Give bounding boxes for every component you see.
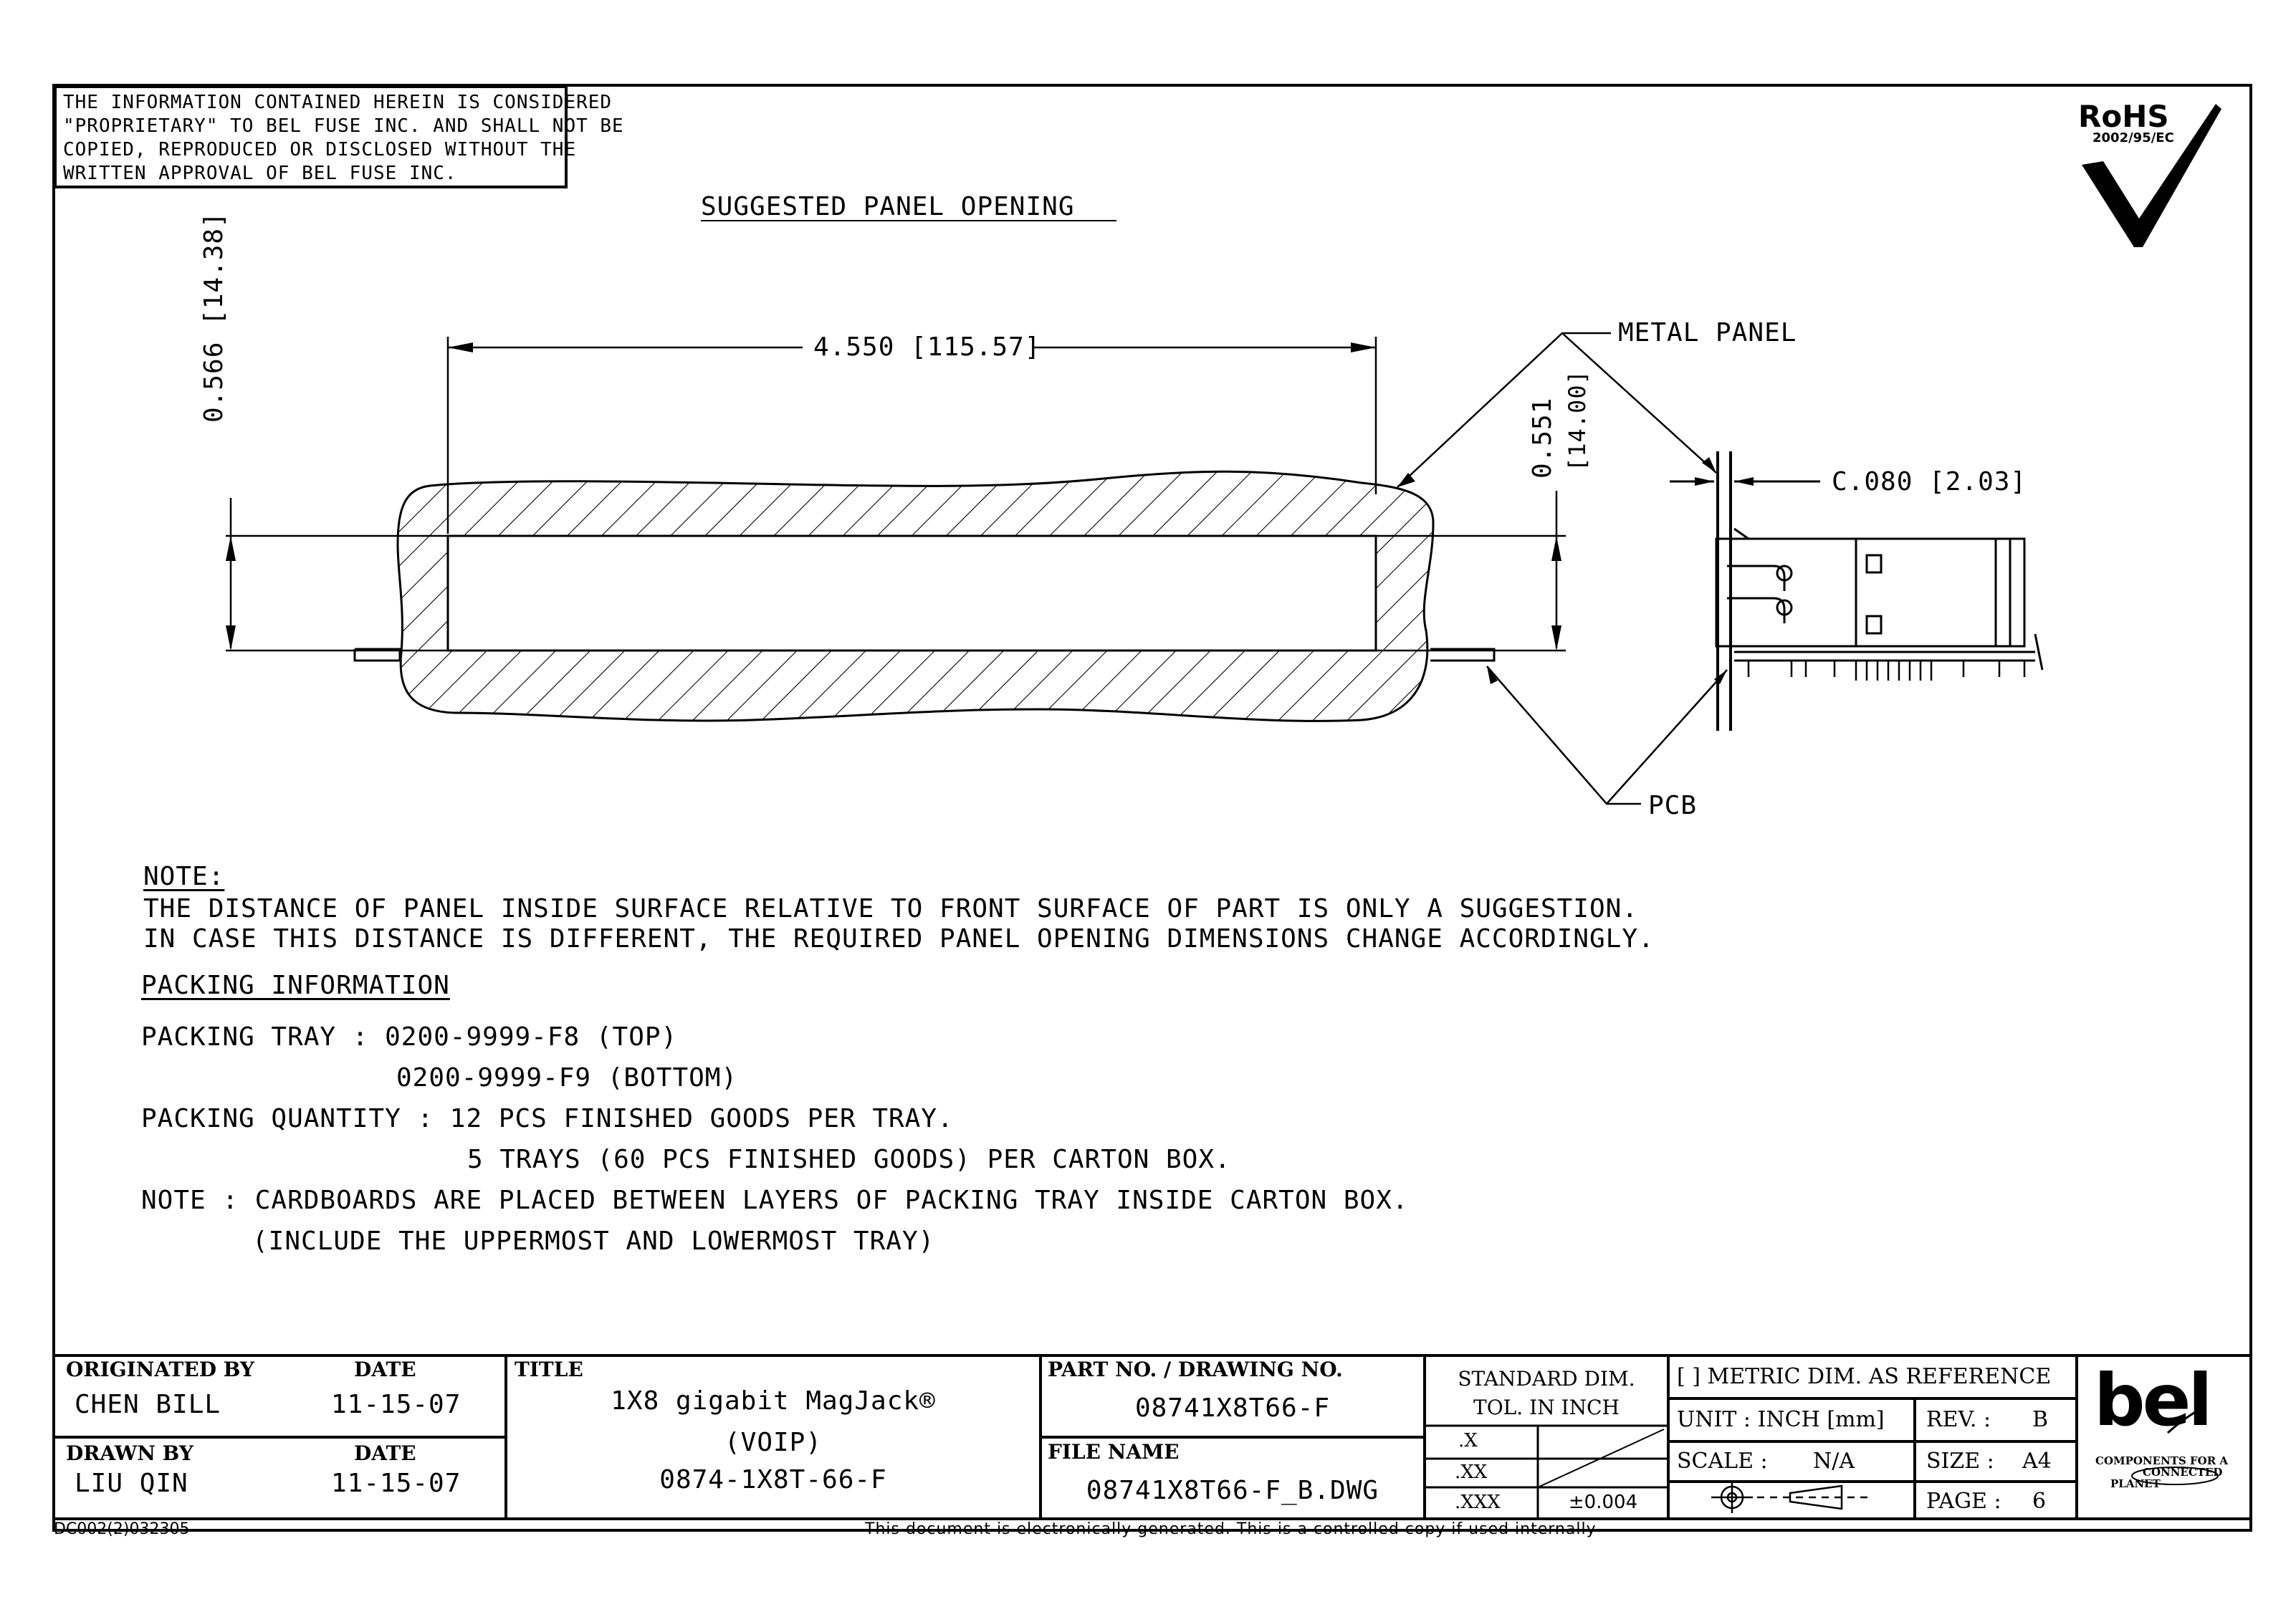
unit-label: UNIT : INCH [mm]	[1677, 1407, 1885, 1432]
rev-value: B	[2032, 1407, 2049, 1432]
packing-heading: PACKING INFORMATION	[141, 971, 450, 1000]
note-line: THE DISTANCE OF PANEL INSIDE SURFACE RELATIVE TO FRONT SURFACE OF PART IS ONLY A SUGGESTION.	[143, 894, 1638, 923]
rohs-directive: 2002/95/EC	[2092, 130, 2174, 145]
controlled-note: This document is electronically generated. This is a controlled copy if used internally	[865, 1520, 1597, 1538]
drawn-date: 11-15-07	[331, 1469, 461, 1498]
sheet-border	[54, 85, 2251, 1530]
part-no: 08741X8T66-F	[1134, 1393, 1331, 1423]
pcb-label: PCB	[1648, 791, 1698, 820]
title-line: 1X8 gigabit MagJack®	[611, 1386, 936, 1416]
disclaimer-line: WRITTEN APPROVAL OF BEL FUSE INC.	[63, 163, 457, 184]
page-label: PAGE :	[1926, 1489, 2001, 1514]
dim-height-outer-label: 0.566 [14.38]	[199, 211, 229, 423]
title-line: 0874-1X8T-66-F	[659, 1465, 887, 1494]
tol-xx: .XX	[1455, 1462, 1488, 1483]
dim-offset-label: C.080 [2.03]	[1832, 467, 2027, 496]
size-label: SIZE :	[1926, 1449, 1994, 1474]
note-line: (INCLUDE THE UPPERMOST AND LOWERMOST TRAY)	[252, 1227, 935, 1256]
bel-tagline: COMPONENTS FOR A	[2095, 1454, 2229, 1467]
doc-code: DC002(2)032305	[54, 1520, 190, 1538]
dim-height-inner-mm: [14.00]	[1564, 370, 1591, 471]
bel-logo-text: bel	[2094, 1358, 2210, 1442]
metric-label: [ ] METRIC DIM. AS REFERENCE	[1677, 1364, 2052, 1389]
pcb-leader	[1487, 666, 1727, 804]
rohs-label: RoHS	[2078, 99, 2169, 134]
projection-symbol-icon	[1711, 1482, 1870, 1513]
tol-x: .X	[1458, 1430, 1478, 1451]
page-value: 6	[2032, 1489, 2047, 1514]
packing-qty-line: 5 TRAYS (60 PCS FINISHED GOODS) PER CARTON BOX.	[467, 1145, 1231, 1174]
part-no-label: PART NO. / DRAWING NO.	[1048, 1358, 1343, 1381]
originated-date: 11-15-07	[331, 1390, 461, 1419]
title-line: (VOIP)	[724, 1428, 823, 1457]
drawn-by-label: DRAWN BY	[66, 1441, 193, 1465]
scale-label: SCALE :	[1677, 1449, 1768, 1474]
packing-tray-line: PACKING TRAY : 0200-9999-F8 (TOP)	[141, 1022, 678, 1052]
metal-panel-label: METAL PANEL	[1618, 318, 1797, 347]
scale-value: N/A	[1813, 1449, 1855, 1474]
std-dim-label: STANDARD DIM.	[1458, 1367, 1635, 1391]
file-name: 08741X8T66-F_B.DWG	[1086, 1476, 1379, 1505]
packing-tray-line: 0200-9999-F9 (BOTTOM)	[396, 1063, 738, 1093]
dim-width-label: 4.550 [115.57]	[813, 332, 1041, 362]
drawing-heading: SUGGESTED PANEL OPENING	[701, 192, 1075, 221]
drawn-by: LIU QIN	[75, 1469, 188, 1498]
disclaimer-text	[63, 91, 624, 186]
originated-by: CHEN BILL	[75, 1390, 221, 1419]
date-label: DATE	[354, 1441, 416, 1465]
title-label: TITLE	[515, 1358, 583, 1381]
bel-tagline: PLANET	[2110, 1477, 2161, 1490]
note-line: IN CASE THIS DISTANCE IS DIFFERENT, THE REQUIRED PANEL OPENING DIMENSIONS CHANGE ACCORDINGLY.	[143, 924, 1655, 954]
tol-xxx: .XXX	[1455, 1492, 1501, 1513]
bel-tagline: CONNECTED	[2143, 1466, 2223, 1479]
tol-xxx-value: ±0.004	[1568, 1492, 1638, 1513]
panel-opening	[448, 536, 1376, 651]
originated-by-label: ORIGINATED BY	[66, 1358, 254, 1381]
dim-height-inner-inch: 0.551	[1528, 397, 1557, 479]
disclaimer-line: COPIED, REPRODUCED OR DISCLOSED WITHOUT THE	[63, 139, 577, 160]
file-name-label: FILE NAME	[1048, 1440, 1180, 1464]
note-heading: NOTE:	[143, 862, 225, 891]
disclaimer-line: THE INFORMATION CONTAINED HEREIN IS CONSIDERED	[63, 92, 613, 113]
date-label: DATE	[354, 1358, 416, 1381]
packing-qty-line: PACKING QUANTITY : 12 PCS FINISHED GOODS PER TRAY.	[141, 1104, 954, 1133]
disclaimer-line: "PROPRIETARY" TO BEL FUSE INC. AND SHALL NOT BE	[63, 115, 624, 137]
note-line: NOTE : CARDBOARDS ARE PLACED BETWEEN LAYERS OF PACKING TRAY INSIDE CARTON BOX.	[141, 1186, 1409, 1215]
rev-label: REV. :	[1926, 1407, 1991, 1432]
size-value: A4	[2022, 1449, 2052, 1474]
metal-panel-section	[398, 471, 1433, 721]
tol-label: TOL. IN INCH	[1473, 1396, 1620, 1419]
